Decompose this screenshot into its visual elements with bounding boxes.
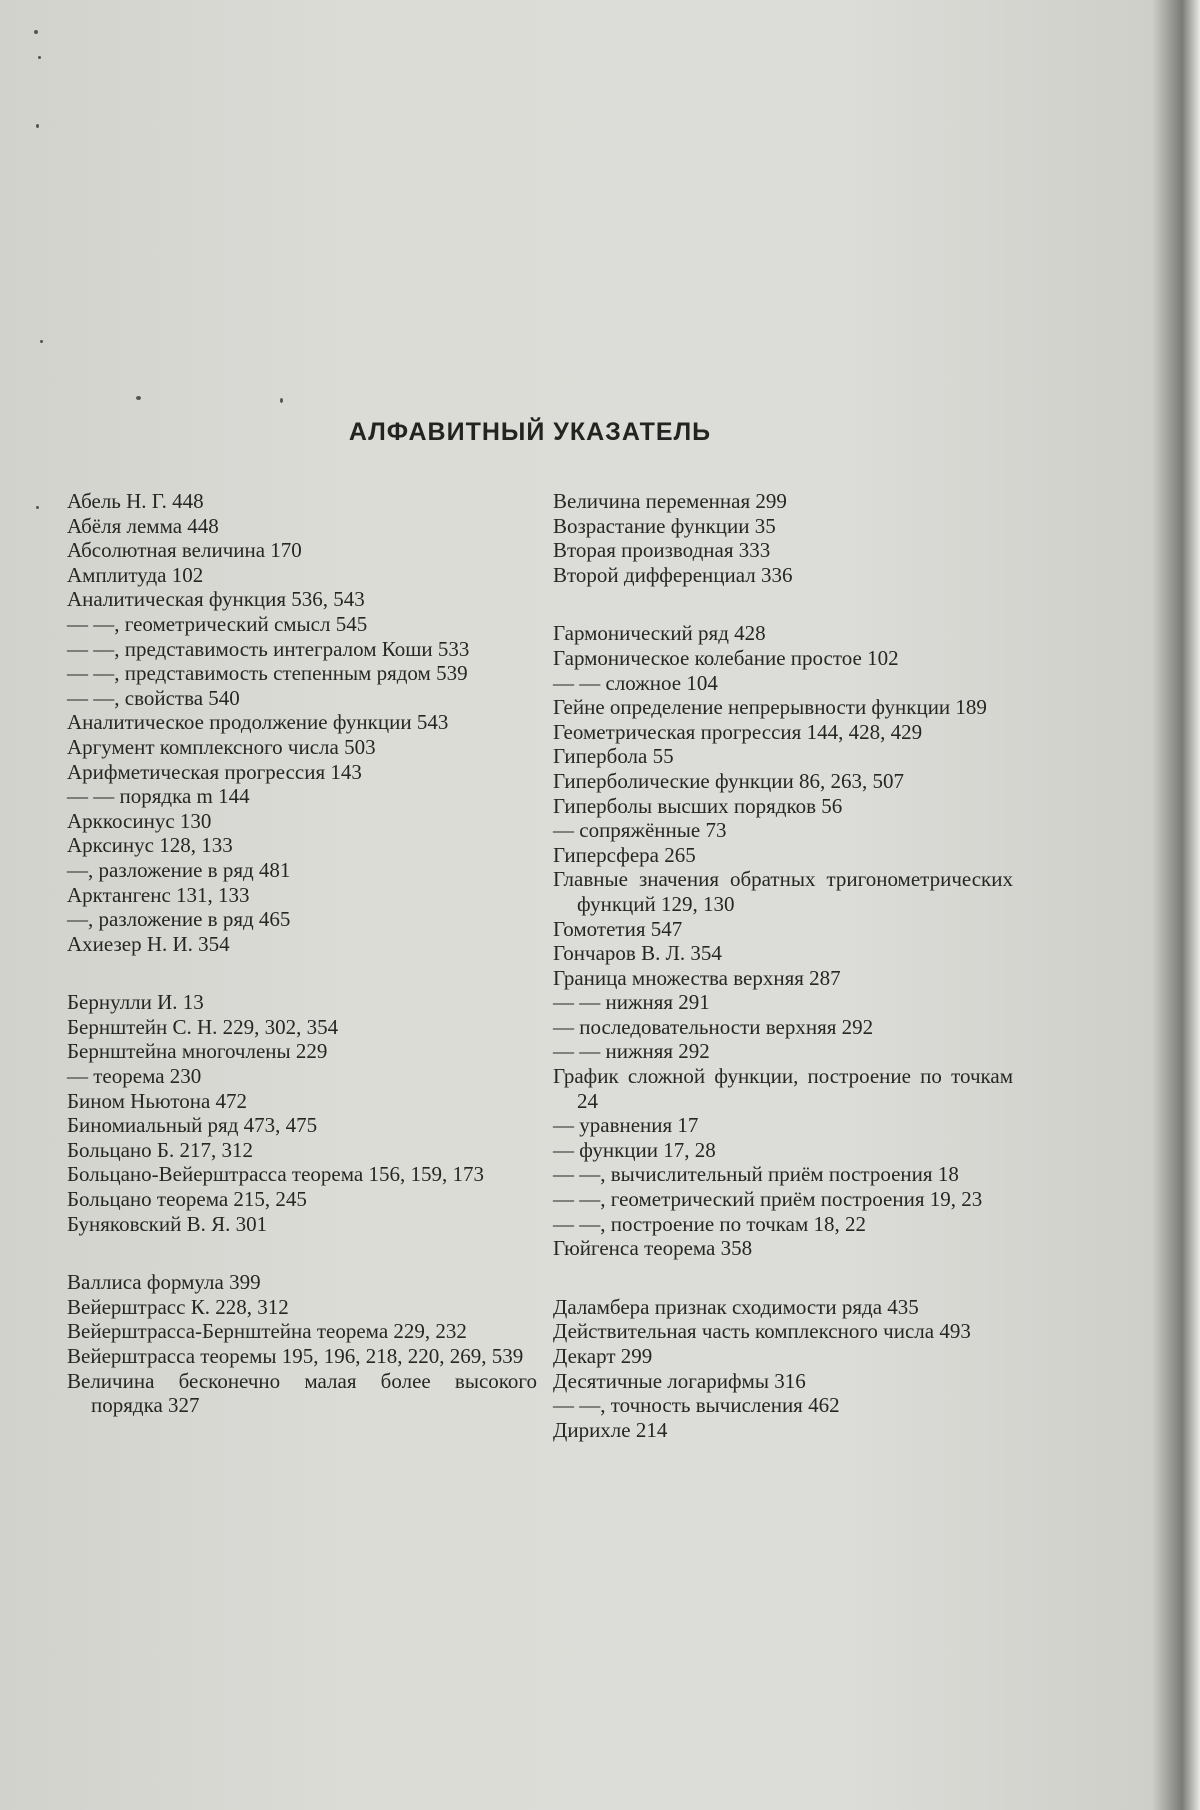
index-entry: Гипербола 55 [553, 744, 674, 769]
index-entry: Абель Н. Г. 448 [67, 489, 204, 513]
index-entry: Вейерштрасса-Бернштейна теорема 229, 232 [67, 1319, 467, 1344]
scan-speck [34, 30, 38, 34]
index-entry: Гюйгенса теорема 358 [553, 1236, 753, 1261]
scan-speck [280, 398, 283, 403]
index-entry: — —, геометрический приём построения 19, 23 [553, 1187, 983, 1212]
index-entry: Арксинус 128, 133 [67, 833, 233, 858]
index-entry: Гармонический ряд 428 [553, 621, 766, 646]
index-entry: Бином Ньютона 472 [67, 1088, 248, 1113]
index-entry: Второй дифференциал 336 [553, 562, 793, 587]
index-entry: Арккосинус 130 [67, 808, 212, 833]
scan-speck [38, 56, 41, 59]
index-entry: Декарт 299 [553, 1344, 653, 1368]
index-entry: Даламбера признак сходимости ряда 435 [553, 1294, 919, 1319]
index-entry: Гармоническое колебание простое 102 [553, 645, 899, 670]
index-entry: Больцано теорема 215, 245 [67, 1187, 307, 1212]
index-entry: — функции 17, 28 [553, 1137, 716, 1162]
index-entry: — теорема 230 [67, 1064, 202, 1089]
index-entry: Буняковский В. Я. 301 [67, 1211, 268, 1236]
index-entry: — —, построение по точкам 18, 22 [553, 1211, 867, 1236]
index-entry: Гиперболы высших порядков 56 [553, 793, 843, 818]
index-entry: — —, свойства 540 [67, 685, 240, 710]
scan-speck [36, 506, 39, 509]
index-entry: Абсолютная величина 170 [67, 538, 302, 563]
index-entry: Амплитуда 102 [67, 562, 204, 587]
scan-speck [36, 124, 39, 128]
index-entry: Геометрическая прогрессия 144, 428, 429 [553, 719, 923, 744]
index-entry: —, разложение в ряд 481 [67, 857, 291, 882]
letter-group-gap [553, 587, 1013, 621]
page-title: АЛФАВИТНЫЙ УКАЗАТЕЛЬ [348, 418, 712, 446]
index-entry: Возрастание функции 35 [553, 513, 776, 538]
index-entry: — сопряжённые 73 [553, 818, 727, 843]
index-entry: Бернштейн С. Н. 229, 302, 354 [67, 1014, 339, 1039]
index-entry: Вторая производная 333 [553, 538, 771, 563]
index-entry: Гейне определение непрерывности функции 189 [553, 695, 987, 720]
scan-speck [136, 396, 141, 400]
index-entry: —, разложение в ряд 465 [67, 907, 291, 932]
index-entry: — — нижняя 292 [553, 1039, 710, 1064]
index-entry: Аргумент комплексного числа 503 [67, 734, 376, 759]
index-entry: Бернштейна многочлены 229 [67, 1039, 328, 1064]
index-entry: — — порядка m 144 [67, 784, 250, 809]
index-entry: — —, представимость интегралом Коши 533 [67, 636, 470, 661]
index-entry: Дирихле 214 [553, 1417, 668, 1442]
index-entry: — уравнения 17 [553, 1113, 699, 1138]
index-entry: — последовательности верхняя 292 [553, 1014, 874, 1039]
index-entry: Гиперсфера 265 [553, 842, 696, 867]
index-entry: Аналитическая функция 536, 543 [67, 587, 365, 612]
index-entry: Аналитическое продолжение функции 543 [67, 710, 449, 735]
index-entry: Главные значения обратных тригонометрических функций 129, 130 [553, 867, 1013, 916]
index-entry: Вейерштрасса теоремы 195, 196, 218, 220, 269, 539 [67, 1344, 524, 1368]
index-entry: Вейерштрасс К. 228, 312 [67, 1294, 289, 1319]
index-entry: Величина переменная 299 [553, 489, 787, 513]
index-entry: Валлиса формула 399 [67, 1270, 261, 1295]
index-entry: Величина бесконечно малая более высокого порядка 327 [67, 1368, 537, 1418]
index-entry: Действительная часть комплексного числа 493 [553, 1319, 971, 1344]
index-entry: — —, геометрический смысл 545 [67, 611, 368, 636]
index-entry: Больцано-Вейерштрасса теорема 156, 159, 173 [67, 1162, 484, 1187]
letter-group-gap [553, 1261, 1013, 1295]
index-entry: Больцано Б. 217, 312 [67, 1137, 253, 1162]
index-entry: Гончаров В. Л. 354 [553, 941, 722, 966]
scan-speck [40, 340, 43, 343]
letter-group-gap [67, 956, 537, 990]
index-entry: Биномиальный ряд 473, 475 [67, 1113, 318, 1138]
index-entry: Бернулли И. 13 [67, 990, 204, 1015]
index-entry: Абёля лемма 448 [67, 513, 219, 538]
index-entry: — — сложное 104 [553, 670, 718, 695]
letter-group-gap [67, 1236, 537, 1270]
index-entry: Арифметическая прогрессия 143 [67, 759, 362, 784]
index-column-right [553, 489, 1013, 1442]
index-entry: Ахиезер Н. И. 354 [67, 931, 230, 956]
index-column-left [67, 489, 537, 1418]
index-entry: — —, точность вычисления 462 [553, 1393, 840, 1418]
index-entry: Гиперболические функции 86, 263, 507 [553, 768, 904, 793]
index-entry: — — нижняя 291 [553, 990, 710, 1015]
index-entry: — —, вычислительный приём построения 18 [553, 1162, 959, 1187]
index-entry: Десятичные логарифмы 316 [553, 1368, 806, 1393]
index-entry: Гомотетия 547 [553, 916, 683, 941]
index-entry: Граница множества верхняя 287 [553, 965, 841, 990]
index-entry: — —, представимость степенным рядом 539 [67, 661, 468, 686]
index-entry: Арктангенс 131, 133 [67, 882, 250, 907]
index-entry: График сложной функции, построение по точкам 24 [553, 1064, 1013, 1113]
